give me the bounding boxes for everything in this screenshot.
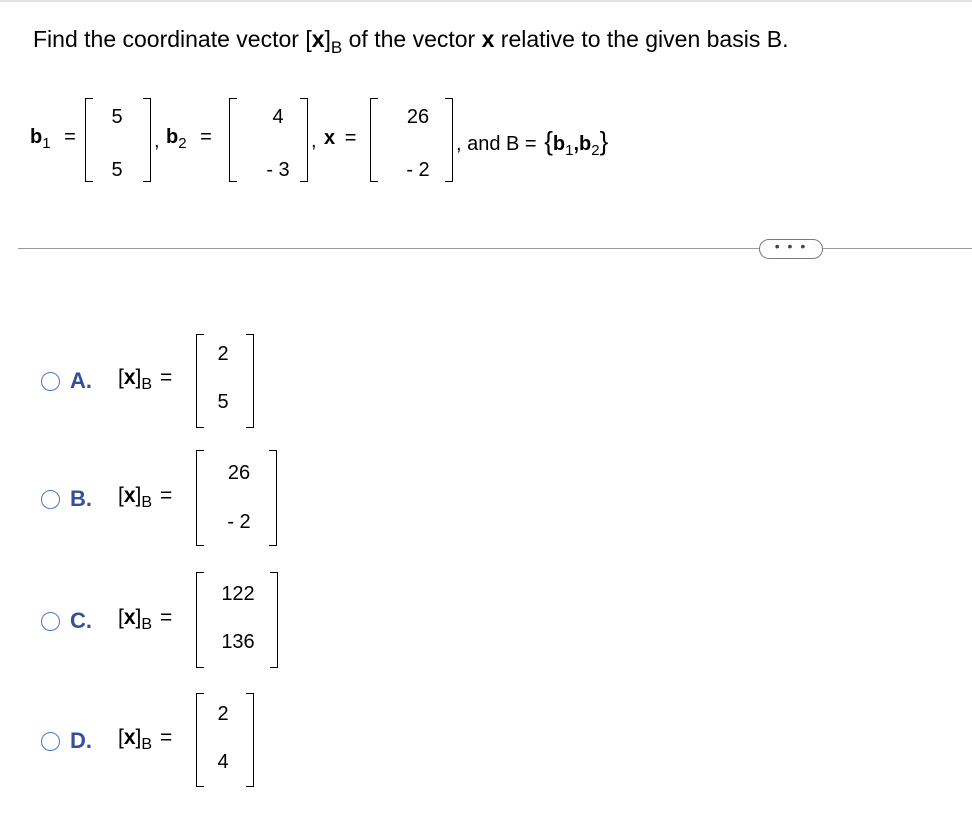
b1-bracket-right (143, 98, 151, 182)
option-a-bracket-left (196, 334, 204, 428)
option-c-bracket-left (196, 572, 204, 668)
option-b-entry-1: 26 (227, 462, 251, 484)
option-d-entry-2: 4 (217, 751, 229, 773)
x-label: x = (324, 127, 357, 149)
option-b-radio[interactable] (41, 490, 60, 509)
option-b-letter: B. (70, 486, 92, 511)
ellipsis-icon: • • • (774, 238, 808, 254)
option-b-entry-2: - 2 (227, 511, 251, 533)
option-d-letter: D. (70, 728, 92, 753)
section-divider (18, 248, 972, 249)
option-c-bracket-right (270, 572, 278, 668)
option-c-xb: $[x]_B$ = (118, 606, 173, 633)
b2-entry-2: - 3 (266, 159, 290, 181)
b2-label: $b_2$ = (166, 126, 212, 152)
option-a-bracket-right (246, 334, 254, 428)
option-d-xb: $[x]_B$ = (118, 726, 173, 753)
x-entry-1: 26 (406, 106, 430, 128)
option-a-radio[interactable] (41, 372, 60, 391)
x-bracket-left (370, 98, 378, 182)
b1-label: $b_1$ = (30, 126, 76, 152)
option-b-bracket-left (196, 450, 204, 546)
comma-2: , (311, 130, 317, 152)
option-d-radio[interactable] (41, 732, 60, 751)
option-a-entry-1: 2 (217, 343, 229, 365)
question-text: Find the coordinate vector $[x]_B$ of the vector x relative to the given basis B. (33, 26, 789, 57)
b1-bracket-left (85, 98, 93, 182)
b2-bracket-right (300, 98, 308, 182)
b1-entry-2: 5 (111, 159, 123, 181)
option-a-xb: $[x]_B$ = (118, 366, 173, 393)
comma-1: , (154, 130, 160, 152)
option-c-letter: C. (70, 608, 92, 633)
option-d-entry-1: 2 (217, 703, 229, 725)
option-b-xb: $[x]_B$ = (118, 484, 173, 511)
option-c-radio[interactable] (41, 612, 60, 631)
more-options-button[interactable] (759, 239, 823, 259)
option-c-entry-1: 122 (221, 583, 255, 605)
option-d-bracket-right (246, 693, 254, 787)
x-bracket-right (445, 98, 453, 182)
b1-entry-1: 5 (111, 106, 123, 128)
option-b-bracket-right (269, 450, 277, 546)
b2-bracket-left (229, 98, 237, 182)
option-c-entry-2: 136 (221, 631, 255, 653)
option-a-entry-2: 5 (217, 391, 229, 413)
basis-definition: , and $B = \{b_1,b_2\}$ (456, 126, 609, 159)
b2-entry-1: 4 (272, 106, 284, 128)
option-d-bracket-left (196, 693, 204, 787)
x-entry-2: - 2 (406, 159, 430, 181)
top-border (0, 0, 972, 2)
option-a-letter: A. (70, 368, 92, 393)
